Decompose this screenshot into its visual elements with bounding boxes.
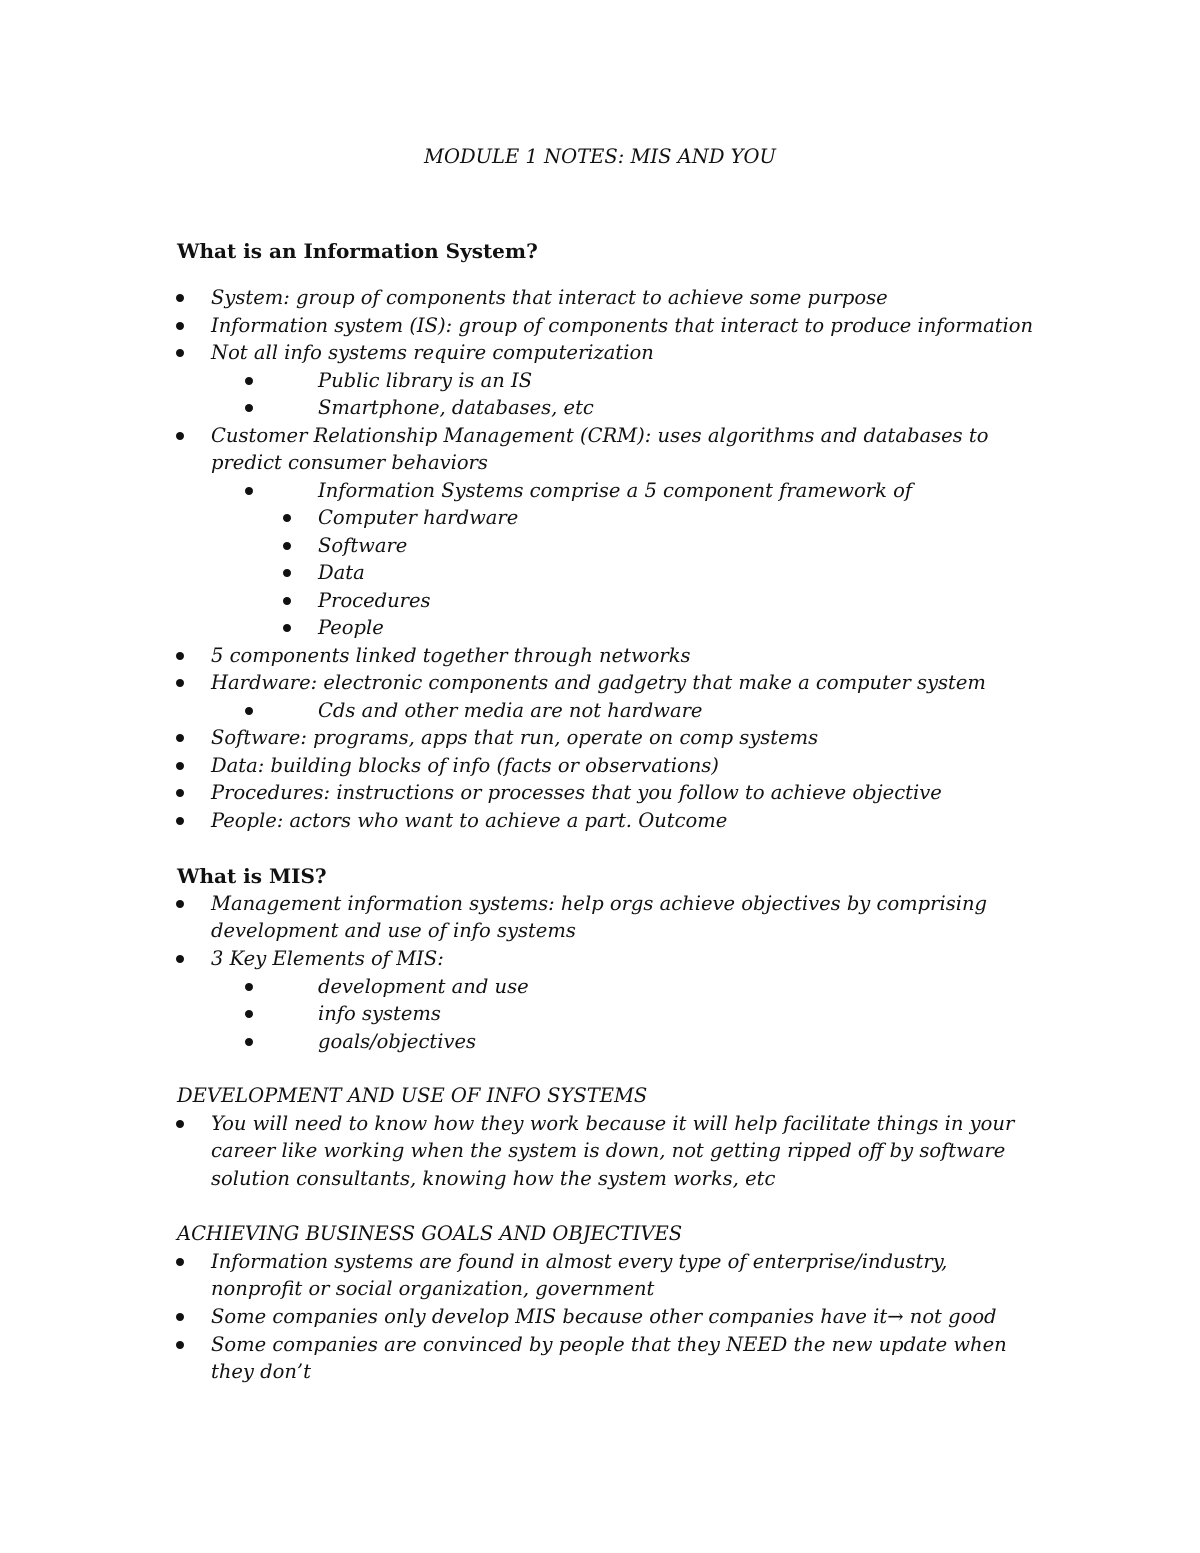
list-item: Not all info systems require computerization [211,341,654,364]
list-item: You will need to know how they work because it will help facilitate things in your [211,1112,1015,1135]
bullet-icon [176,294,184,302]
list-item: development and use [318,975,529,998]
bullet-icon [176,762,184,770]
section-heading-development-and-use: DEVELOPMENT AND USE OF INFO SYSTEMS [177,1084,648,1107]
bullet-icon [176,679,184,687]
list-item: Procedures: instructions or processes that you follow to achieve objective [211,781,942,804]
list-item: Data: building blocks of info (facts or observations) [211,754,719,777]
list-item: Data [318,561,365,584]
list-item: System: group of components that interact to achieve some purpose [211,286,888,309]
list-item: Software: programs, apps that run, operate on comp systems [211,726,819,749]
list-item: 5 components linked together through networks [211,644,691,667]
bullet-icon [283,597,291,605]
bullet-icon [245,707,253,715]
bullet-icon [245,1038,253,1046]
bullet-icon [176,789,184,797]
list-item: Procedures [318,589,431,612]
bullet-icon [176,349,184,357]
bullet-icon [245,377,253,385]
bullet-icon [176,322,184,330]
bullet-icon [283,624,291,632]
list-item: Management information systems: help orgs achieve objectives by comprising [211,892,988,915]
list-item-continuation: career like working when the system is down, not getting ripped off by software [211,1139,1006,1162]
list-item-continuation: development and use of info systems [211,919,576,942]
bullet-icon [176,1258,184,1266]
list-item: People [318,616,384,639]
bullet-icon [245,983,253,991]
bullet-icon [283,569,291,577]
bullet-icon [176,1120,184,1128]
list-item: Public library is an IS [318,369,533,392]
list-item: info systems [318,1002,441,1025]
bullet-icon [176,955,184,963]
list-item-continuation: solution consultants, knowing how the system works, etc [211,1167,776,1190]
list-item: Information system (IS): group of components that interact to produce information [211,314,1034,337]
bullet-icon [176,734,184,742]
list-item: Information Systems comprise a 5 component framework of [318,479,913,502]
list-item-continuation: predict consumer behaviors [211,451,488,474]
bullet-icon [176,900,184,908]
list-item: 3 Key Elements of MIS: [211,947,444,970]
list-item: Information systems are found in almost every type of enterprise/industry, [211,1250,948,1273]
section-heading-information-system: What is an Information System? [177,239,538,263]
bullet-icon [245,487,253,495]
list-item-continuation: they don’t [211,1360,311,1383]
list-item: Cds and other media are not hardware [318,699,703,722]
bullet-icon [245,404,253,412]
list-item-continuation: nonprofit or social organization, government [211,1277,655,1300]
list-item: Some companies are convinced by people that they NEED the new update when [211,1333,1007,1356]
bullet-icon [245,1010,253,1018]
list-item: Smartphone, databases, etc [318,396,594,419]
list-item: Some companies only develop MIS because other companies have it→ not good [211,1305,997,1328]
list-item: Software [318,534,408,557]
bullet-icon [283,542,291,550]
section-heading-business-goals: ACHIEVING BUSINESS GOALS AND OBJECTIVES [177,1222,683,1245]
bullet-icon [176,817,184,825]
bullet-icon [176,1341,184,1349]
list-item: Computer hardware [318,506,519,529]
bullet-icon [176,1313,184,1321]
bullet-icon [283,514,291,522]
bullet-icon [176,432,184,440]
bullet-icon [176,652,184,660]
list-item: People: actors who want to achieve a part. Outcome [211,809,728,832]
list-item: Hardware: electronic components and gadgetry that make a computer system [211,671,986,694]
list-item: goals/objectives [318,1030,477,1053]
section-heading-what-is-mis: What is MIS? [177,864,327,888]
list-item: Customer Relationship Management (CRM): uses algorithms and databases to [211,424,989,447]
document-title: MODULE 1 NOTES: MIS AND YOU [424,145,776,168]
